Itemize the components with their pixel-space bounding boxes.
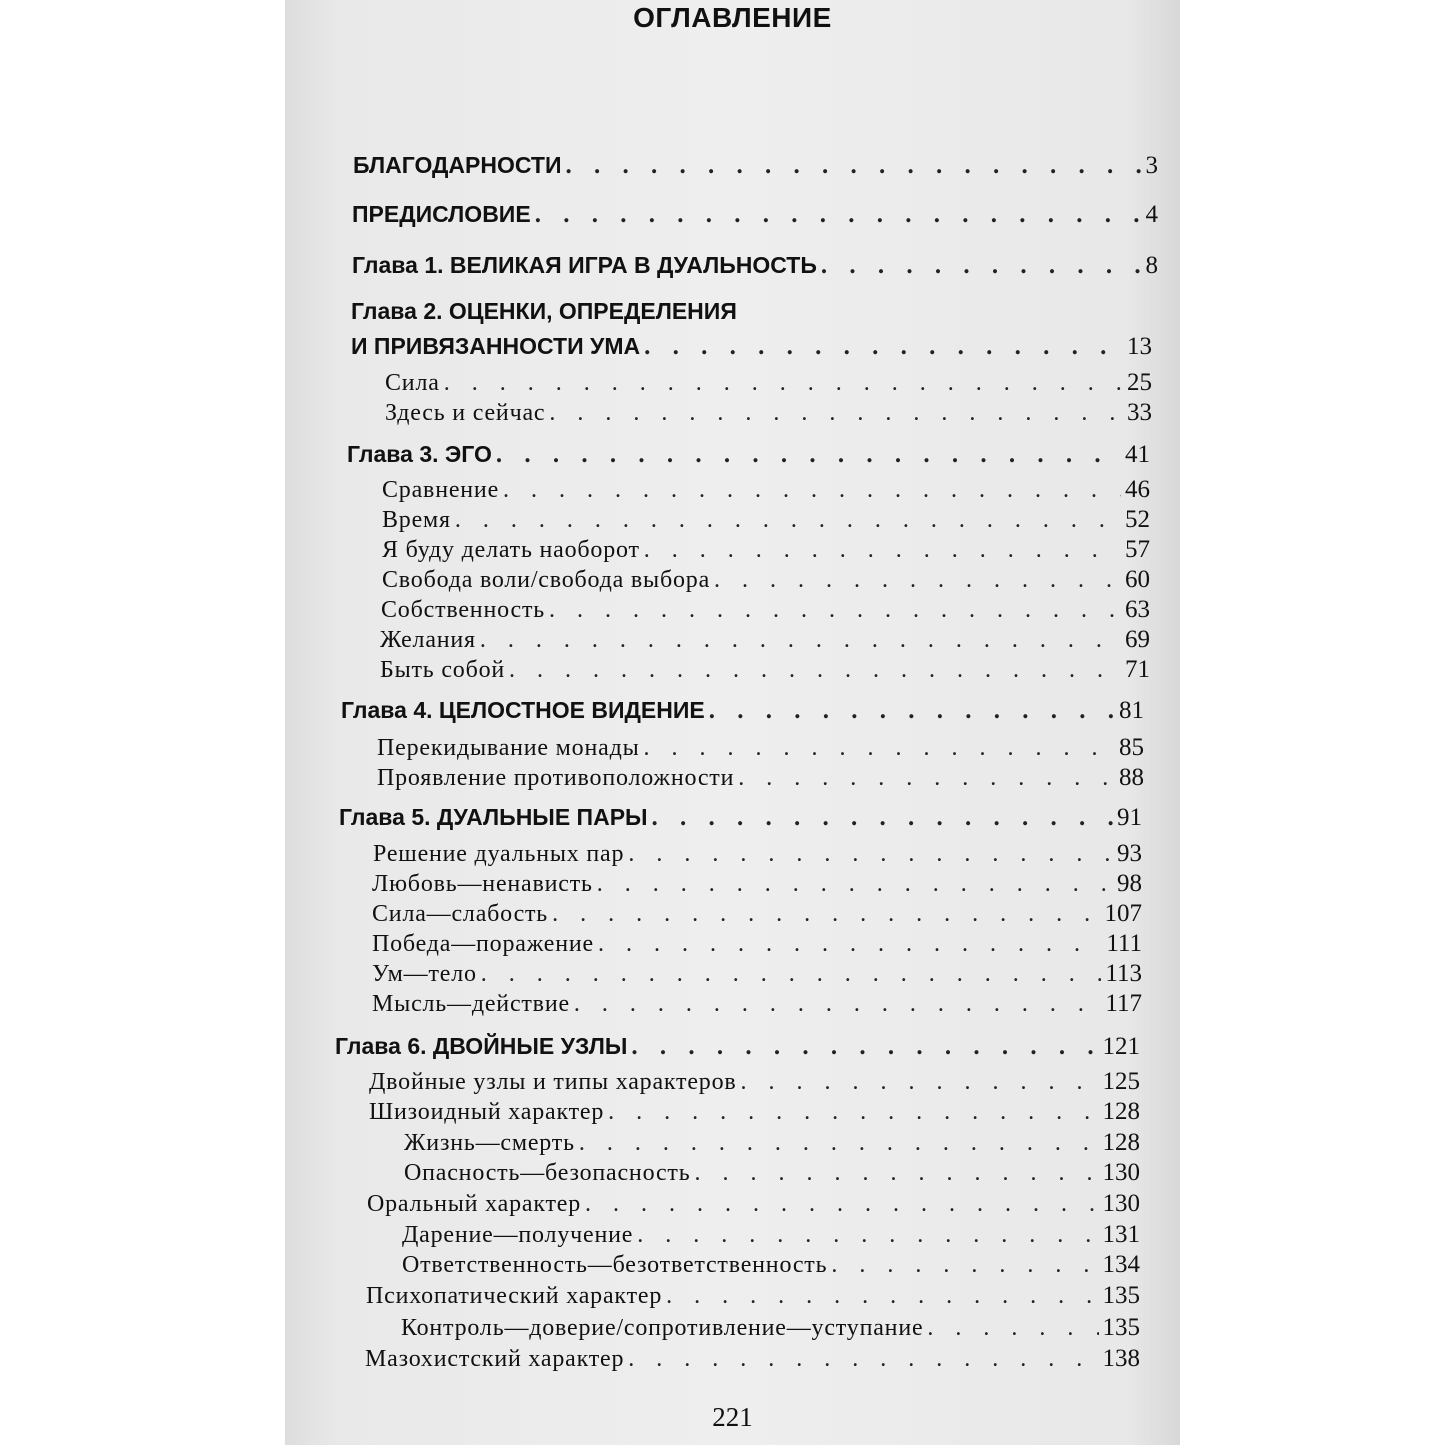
toc-entry-chapter-5 bbox=[339, 804, 1142, 832]
toc-entry-chapter-3 bbox=[347, 441, 1150, 469]
leader-dots bbox=[637, 1222, 1098, 1249]
leader-dots bbox=[741, 1069, 1099, 1096]
toc-entry-label: Оральный характер bbox=[367, 1191, 582, 1217]
toc-entry-label: Дарение—получение bbox=[402, 1222, 634, 1248]
leader-dots bbox=[831, 1252, 1098, 1279]
leader-dots bbox=[552, 901, 1100, 928]
leader-dots bbox=[455, 507, 1121, 534]
toc-entry-page: 88 bbox=[1119, 764, 1144, 791]
toc-entry-label: Свобода воли/свобода выбора bbox=[382, 567, 711, 593]
leader-dots bbox=[535, 201, 1142, 229]
toc-entry-page: 91 bbox=[1117, 804, 1142, 831]
toc-entry bbox=[402, 1221, 1140, 1249]
toc-entry-preface bbox=[352, 201, 1158, 229]
toc-entry-label: Опасность—безопасность bbox=[404, 1160, 691, 1186]
toc-entry bbox=[372, 870, 1142, 898]
toc-entry-chapter-1 bbox=[352, 252, 1158, 280]
toc-entry-label: Здесь и сейчас bbox=[385, 400, 546, 426]
toc-entry-page: 69 bbox=[1125, 626, 1150, 653]
toc-entry-label: Ответственность—безответственность bbox=[402, 1252, 828, 1278]
toc-entry-page: 93 bbox=[1117, 840, 1142, 867]
toc-entry-acknowledgements bbox=[353, 152, 1158, 180]
toc-entry-label: Быть собой bbox=[380, 657, 506, 683]
toc-entry-page: 60 bbox=[1125, 566, 1150, 593]
toc-entry-label: Мазохистский характер bbox=[365, 1346, 625, 1372]
toc-entry-label: Жизнь—смерть bbox=[404, 1130, 575, 1156]
toc-entry-page: 128 bbox=[1102, 1098, 1140, 1125]
toc-entry bbox=[365, 1345, 1140, 1373]
toc-entry-page: 8 bbox=[1145, 252, 1158, 279]
table-of-contents bbox=[285, 0, 1180, 1445]
toc-entry bbox=[369, 1068, 1140, 1096]
toc-entry-label: Собственность bbox=[381, 597, 545, 623]
leader-dots bbox=[644, 735, 1115, 762]
leader-dots bbox=[565, 152, 1141, 180]
toc-entry-page: 134 bbox=[1102, 1251, 1140, 1278]
toc-entry-page: 117 bbox=[1105, 990, 1142, 1017]
toc-entry-label: Ум—тело bbox=[372, 961, 477, 987]
toc-entry-page: 57 bbox=[1125, 536, 1150, 563]
toc-entry bbox=[404, 1159, 1140, 1187]
toc-entry bbox=[382, 506, 1150, 534]
toc-entry-label: Мысль—действие bbox=[372, 991, 570, 1017]
toc-entry bbox=[385, 369, 1152, 397]
toc-entry bbox=[372, 990, 1142, 1018]
toc-entry bbox=[380, 626, 1150, 654]
toc-entry bbox=[382, 536, 1150, 564]
leader-dots bbox=[503, 477, 1121, 504]
toc-entry-label: Психопатический характер bbox=[366, 1283, 663, 1309]
toc-entry-label: Глава 6. ДВОЙНЫЕ УЗЛЫ bbox=[335, 1033, 628, 1059]
toc-entry-chapter-4 bbox=[341, 697, 1144, 725]
toc-entry-label: БЛАГОДАРНОСТИ bbox=[353, 152, 562, 178]
toc-entry-page: 71 bbox=[1125, 656, 1150, 683]
leader-dots bbox=[709, 697, 1115, 725]
toc-entry bbox=[380, 656, 1150, 684]
leader-dots bbox=[549, 400, 1123, 427]
toc-entry-page: 46 bbox=[1125, 476, 1150, 503]
toc-entry-page: 135 bbox=[1102, 1282, 1140, 1309]
book-page bbox=[285, 0, 1180, 1445]
leader-dots bbox=[444, 370, 1123, 397]
toc-entry-label: Любовь—ненависть bbox=[372, 871, 593, 897]
toc-entry-label: Решение дуальных пар bbox=[373, 841, 625, 867]
toc-entry-label: Контроль—доверие/сопротивление—уступание bbox=[401, 1315, 924, 1341]
toc-entry-chapter-2-line1: Глава 2. ОЦЕНКИ, ОПРЕДЕЛЕНИЯ bbox=[351, 298, 737, 324]
toc-entry-label: Желания bbox=[380, 627, 476, 653]
toc-entry bbox=[372, 900, 1142, 928]
toc-entry-page: 113 bbox=[1105, 960, 1142, 987]
leader-dots bbox=[549, 597, 1121, 624]
toc-entry-page: 81 bbox=[1119, 697, 1144, 724]
leader-dots bbox=[644, 333, 1123, 361]
toc-entry-label: Шизоидный характер bbox=[369, 1099, 605, 1125]
toc-entry-page: 13 bbox=[1127, 333, 1152, 360]
page-title: ОГЛАВЛЕНИЕ bbox=[633, 2, 832, 33]
toc-entry-label: Сила bbox=[385, 370, 440, 396]
toc-entry-label: Двойные узлы и типы характеров bbox=[369, 1069, 737, 1095]
leader-dots bbox=[714, 567, 1121, 594]
toc-entry-label: Сравнение bbox=[382, 477, 500, 503]
toc-entry-label: И ПРИВЯЗАННОСТИ УМА bbox=[351, 333, 641, 359]
toc-entry-page: 41 bbox=[1125, 441, 1150, 468]
toc-entry bbox=[385, 399, 1152, 427]
toc-entry-page: 131 bbox=[1102, 1221, 1140, 1248]
leader-dots bbox=[644, 537, 1121, 564]
toc-entry-page: 3 bbox=[1145, 152, 1158, 179]
toc-entry bbox=[366, 1282, 1140, 1310]
leader-dots bbox=[652, 804, 1113, 832]
toc-entry-page: 125 bbox=[1102, 1068, 1140, 1095]
toc-entry-page: 138 bbox=[1102, 1345, 1140, 1372]
toc-entry-page: 121 bbox=[1102, 1033, 1140, 1060]
toc-entry bbox=[373, 840, 1142, 868]
toc-entry bbox=[377, 734, 1144, 762]
toc-entry bbox=[367, 1190, 1140, 1218]
leader-dots bbox=[509, 657, 1121, 684]
leader-dots bbox=[631, 1033, 1098, 1061]
page-number: 221 bbox=[712, 1402, 753, 1432]
toc-entry bbox=[382, 566, 1150, 594]
toc-entry bbox=[381, 596, 1150, 624]
toc-entry-page: 135 bbox=[1102, 1314, 1140, 1341]
toc-entry-page: 107 bbox=[1104, 900, 1142, 927]
toc-entry-label: Перекидывание монады bbox=[377, 735, 640, 761]
leader-dots bbox=[598, 931, 1102, 958]
leader-dots bbox=[927, 1315, 1098, 1342]
leader-dots bbox=[666, 1283, 1098, 1310]
leader-dots bbox=[480, 627, 1121, 654]
toc-entry-label: Глава 4. ЦЕЛОСТНОЕ ВИДЕНИЕ bbox=[341, 697, 705, 723]
leader-dots bbox=[496, 441, 1121, 469]
toc-entry-label: Глава 3. ЭГО bbox=[347, 441, 492, 467]
toc-entry-label: Время bbox=[382, 507, 451, 533]
toc-entry-page: 130 bbox=[1102, 1190, 1140, 1217]
toc-entry-page: 130 bbox=[1102, 1159, 1140, 1186]
toc-entry-chapter-2 bbox=[351, 333, 1152, 361]
leader-dots bbox=[585, 1191, 1098, 1218]
leader-dots bbox=[608, 1099, 1098, 1126]
leader-dots bbox=[694, 1160, 1098, 1187]
leader-dots bbox=[574, 991, 1102, 1018]
toc-entry-label: Глава 1. ВЕЛИКАЯ ИГРА В ДУАЛЬНОСТЬ bbox=[352, 252, 817, 278]
toc-entry-page: 98 bbox=[1117, 870, 1142, 897]
toc-entry-label: Я буду делать наоборот bbox=[382, 537, 640, 563]
leader-dots bbox=[738, 765, 1115, 792]
toc-entry bbox=[402, 1251, 1140, 1279]
toc-entry bbox=[372, 960, 1142, 988]
toc-entry bbox=[404, 1129, 1140, 1157]
toc-entry-page: 85 bbox=[1119, 734, 1144, 761]
toc-entry-page: 4 bbox=[1145, 201, 1158, 228]
leader-dots bbox=[628, 841, 1113, 868]
leader-dots bbox=[821, 252, 1142, 280]
toc-entry-page: 128 bbox=[1102, 1129, 1140, 1156]
leader-dots bbox=[597, 871, 1113, 898]
toc-entry-page: 63 bbox=[1125, 596, 1150, 623]
leader-dots bbox=[628, 1346, 1098, 1373]
toc-entry-label: Проявление противоположности bbox=[377, 765, 735, 791]
toc-entry-label: Глава 5. ДУАЛЬНЫЕ ПАРЫ bbox=[339, 804, 648, 830]
toc-entry-page: 25 bbox=[1127, 369, 1152, 396]
toc-entry bbox=[382, 476, 1150, 504]
toc-entry bbox=[372, 930, 1142, 958]
toc-entry-page: 33 bbox=[1127, 399, 1152, 426]
toc-entry bbox=[401, 1314, 1140, 1342]
leader-dots bbox=[579, 1130, 1099, 1157]
toc-entry-page: 111 bbox=[1106, 930, 1142, 957]
leader-dots bbox=[481, 961, 1102, 988]
toc-entry-label: Победа—поражение bbox=[372, 931, 594, 957]
toc-entry-label: ПРЕДИСЛОВИЕ bbox=[352, 201, 531, 227]
toc-entry-page: 52 bbox=[1125, 506, 1150, 533]
toc-entry bbox=[369, 1098, 1140, 1126]
toc-entry-chapter-6 bbox=[335, 1033, 1140, 1061]
toc-entry bbox=[377, 764, 1144, 792]
toc-entry-label: Сила—слабость bbox=[372, 901, 549, 927]
